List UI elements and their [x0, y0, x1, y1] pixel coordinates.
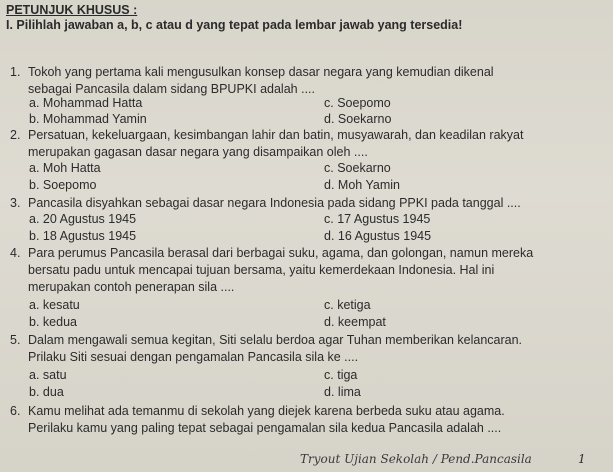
footer-text: Tryout Ujian Sekolah / Pend.Pancasila [300, 452, 532, 466]
option-a: a. 20 Agustus 1945 [29, 212, 137, 226]
question-line: Persatuan, kekeluargaan, kesimbangan lahir dan batin, musyawarah, dan keadilan rakyat [28, 128, 524, 142]
option-a: a. Mohammad Hatta [29, 96, 143, 110]
question-line: Kamu melihat ada temanmu di sekolah yang diejek karena berbeda suku atau agama. [28, 404, 505, 418]
question-line: Perilaku kamu yang paling tepat sebagai pengamalan sila kedua Pancasila adalah .... [28, 421, 502, 435]
option-c: c. Soepomo [324, 96, 391, 110]
question-text [28, 245, 603, 296]
section-title: PETUNJUK KHUSUS : [6, 3, 138, 17]
option-a: a. kesatu [29, 298, 80, 312]
question-number: 2. [10, 128, 21, 142]
option-d: d. Soekarno [324, 112, 392, 126]
question-line: bersatu padu untuk mencapai tujuan bersama, yaitu kemerdekaan Indonesia. Hal ini [28, 263, 495, 277]
question-number: 6. [10, 404, 21, 418]
question-line: Tokoh yang pertama kali mengusulkan konsep dasar negara yang kemudian dikenal [28, 65, 494, 79]
option-d: d. keempat [324, 315, 386, 329]
question-line: sebagai Pancasila dalam sidang BPUPKI adalah .... [28, 82, 315, 96]
option-d: d. Moh Yamin [324, 178, 400, 192]
question-line: Pancasila disyahkan sebagai dasar negara Indonesia pada sidang PPKI pada tanggal .... [28, 196, 521, 210]
option-a: a. satu [29, 368, 67, 382]
question-line: merupakan gagasan dasar negara yang disampaikan oleh .... [28, 145, 368, 159]
question-number: 5. [10, 333, 21, 347]
question-number: 1. [10, 65, 21, 79]
question-line: Para perumus Pancasila berasal dari berbagai suku, agama, dan golongan, namun mereka [28, 246, 534, 260]
page-number: 1 [578, 452, 586, 466]
instruction: I. Pilihlah jawaban a, b, c atau d yang tepat pada lembar jawab yang tersedia! [6, 18, 463, 32]
option-b: b. Soepomo [29, 178, 97, 192]
question-line: Prilaku Siti sesuai dengan pengamalan Pancasila sila ke .... [28, 350, 359, 364]
question-number: 4. [10, 246, 21, 260]
question-text [28, 127, 603, 161]
option-a: a. Moh Hatta [29, 161, 101, 175]
question-text [28, 332, 603, 366]
option-c: c. Soekarno [324, 161, 391, 175]
option-d: d. 16 Agustus 1945 [324, 229, 432, 243]
option-d: d. lima [324, 385, 361, 399]
option-b: b. Mohammad Yamin [29, 112, 147, 126]
option-b: b. 18 Agustus 1945 [29, 229, 137, 243]
option-b: b. kedua [29, 315, 77, 329]
option-c: c. tiga [324, 368, 358, 382]
question-text [28, 195, 603, 212]
question-text [28, 403, 603, 437]
option-c: c. ketiga [324, 298, 371, 312]
question-text [28, 64, 603, 98]
question-line: Dalam mengawali semua kegitan, Siti selalu berdoa agar Tuhan memberikan kelancaran. [28, 333, 523, 347]
question-line: merupakan contoh penerapan sila .... [28, 280, 235, 294]
option-b: b. dua [29, 385, 64, 399]
option-c: c. 17 Agustus 1945 [324, 212, 431, 226]
question-number: 3. [10, 196, 21, 210]
